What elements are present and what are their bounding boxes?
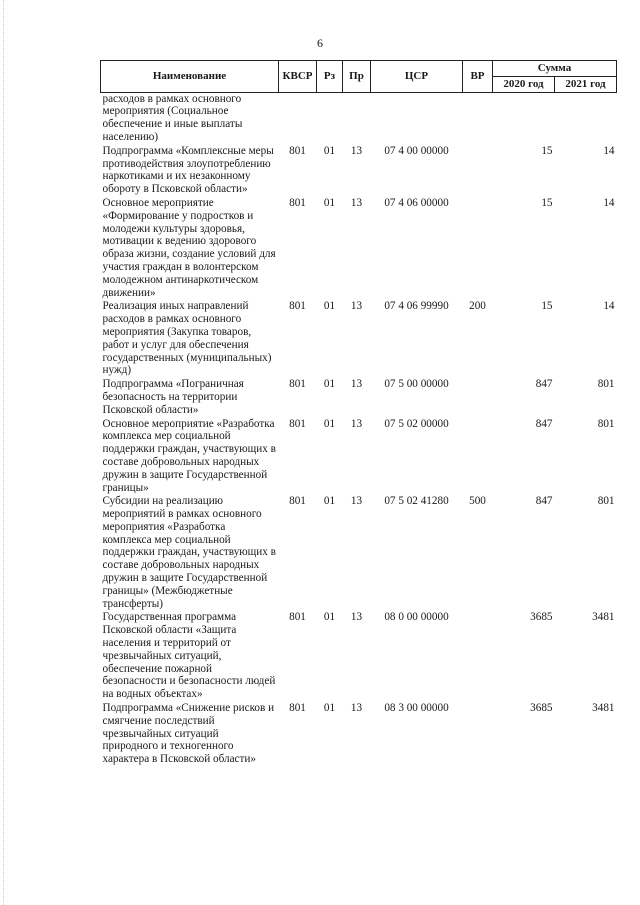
row-vr: 500 bbox=[469, 495, 486, 508]
row-kvsr: 801 bbox=[289, 611, 306, 624]
row-csr: 07 5 00 00000 bbox=[384, 378, 449, 391]
row-pr: 13 bbox=[350, 378, 363, 391]
row-sum-2021: 14 bbox=[603, 196, 615, 209]
row-vr bbox=[463, 145, 493, 197]
header-year-2020: 2020 год bbox=[493, 76, 555, 92]
scan-margin-line bbox=[3, 0, 4, 905]
page-number: 6 bbox=[317, 36, 323, 50]
row-pr: 13 bbox=[350, 495, 363, 508]
row-sum-2020: 3685 bbox=[530, 611, 553, 624]
row-name: Подпрограмма «Пограничная безопасность на территории Псковской области» bbox=[102, 378, 244, 416]
row-pr: 13 bbox=[350, 611, 363, 624]
row-vr bbox=[463, 702, 493, 767]
table-row bbox=[101, 418, 617, 496]
row-name: Основное мероприятие «Разработка комплекса мер социальной поддержки граждан, участвующих в составе добровольных народных дружин в защите Государственной границы» bbox=[102, 417, 276, 494]
row-kvsr: 801 bbox=[289, 495, 306, 508]
row-csr: 08 3 00 00000 bbox=[384, 702, 449, 715]
row-rz: 01 bbox=[323, 196, 336, 209]
row-vr bbox=[463, 418, 493, 496]
header-pr: Пр bbox=[343, 61, 371, 93]
row-vr bbox=[463, 197, 493, 300]
row-csr: 07 5 02 41280 bbox=[384, 495, 449, 508]
row-rz: 01 bbox=[323, 144, 336, 157]
row-sum-2020: 15 bbox=[541, 144, 553, 157]
row-pr: 13 bbox=[350, 300, 363, 313]
table-row bbox=[101, 300, 617, 378]
row-sum-2021: 801 bbox=[597, 417, 615, 430]
row-pr: 13 bbox=[350, 144, 363, 157]
row-rz: 01 bbox=[323, 417, 336, 430]
row-rz: 01 bbox=[323, 611, 336, 624]
row-vr: 200 bbox=[469, 300, 486, 313]
row-name: Субсидии на реализацию мероприятий в рамках основного мероприятия «Разработка комплекса мер социальной поддержки граждан, участвующих в составе добровольных народных дружин в защите Государственной границы» (Межбюджетные трансферты) bbox=[102, 495, 276, 610]
row-pr bbox=[343, 92, 371, 145]
table-body bbox=[101, 92, 617, 767]
row-sum-2021: 14 bbox=[603, 144, 615, 157]
row-sum-2020: 847 bbox=[535, 495, 553, 508]
row-csr: 08 0 00 00000 bbox=[384, 611, 449, 624]
row-sum-2021: 3481 bbox=[592, 702, 615, 715]
row-sum-2021: 3481 bbox=[592, 611, 615, 624]
row-sum-2020: 15 bbox=[541, 300, 553, 313]
row-csr: 07 4 00 00000 bbox=[384, 144, 449, 157]
row-sum-2021: 801 bbox=[597, 495, 615, 508]
row-rz: 01 bbox=[323, 495, 336, 508]
row-name: Реализация иных направлений расходов в рамках основного мероприятия (Закупка товаров, работ и услуг для обеспечения государственных (муниципальных) нужд) bbox=[102, 300, 272, 377]
row-pr: 13 bbox=[350, 196, 363, 209]
row-pr: 13 bbox=[350, 702, 363, 715]
row-kvsr: 801 bbox=[289, 144, 306, 157]
row-name: Подпрограмма «Снижение рисков и смягчение последствий чрезвычайных ситуаций природного и техногенного характера в Псковской области» bbox=[102, 702, 275, 766]
budget-table bbox=[100, 60, 617, 767]
row-rz: 01 bbox=[323, 702, 336, 715]
row-sum-2020 bbox=[493, 92, 555, 145]
row-kvsr bbox=[279, 92, 317, 145]
row-sum-2020: 15 bbox=[541, 196, 553, 209]
row-pr: 13 bbox=[350, 417, 363, 430]
row-kvsr: 801 bbox=[289, 300, 306, 313]
row-sum-2021: 14 bbox=[603, 300, 615, 313]
row-name: Основное мероприятие «Формирование у подростков и молодежи культуры здоровья, мотивации к ведению здорового образа жизни, создание условий для участия граждан в волонтерском молодежном антинаркотическом движении» bbox=[102, 196, 276, 299]
header-vr: ВР bbox=[463, 61, 493, 93]
row-rz bbox=[317, 92, 343, 145]
row-sum-2021: 801 bbox=[597, 378, 615, 391]
row-vr bbox=[463, 92, 493, 145]
row-vr bbox=[463, 378, 493, 417]
table-row bbox=[101, 611, 617, 702]
row-rz: 01 bbox=[323, 378, 336, 391]
row-sum-2020: 847 bbox=[535, 378, 553, 391]
row-kvsr: 801 bbox=[289, 702, 306, 715]
table-row bbox=[101, 197, 617, 300]
row-vr bbox=[463, 611, 493, 702]
row-kvsr: 801 bbox=[289, 196, 306, 209]
row-csr: 07 4 06 00000 bbox=[384, 196, 449, 209]
row-name: расходов в рамках основного мероприятия (Социальное обеспечение и иные выплаты населению) bbox=[102, 92, 243, 143]
row-kvsr: 801 bbox=[289, 378, 306, 391]
row-sum-2020: 3685 bbox=[530, 702, 553, 715]
row-csr: 07 5 02 00000 bbox=[384, 417, 449, 430]
row-kvsr: 801 bbox=[289, 417, 306, 430]
table-row bbox=[101, 702, 617, 767]
table-row bbox=[101, 92, 617, 145]
header-csr: ЦСР bbox=[371, 61, 463, 93]
row-sum-2021 bbox=[555, 92, 617, 145]
row-name: Государственная программа Псковской области «Защита населения и территорий от чрезвычайных ситуаций, обеспечение пожарной безопасности и безопасности людей на водных объектах» bbox=[102, 611, 276, 701]
row-rz: 01 bbox=[323, 300, 336, 313]
header-sum: Сумма bbox=[493, 61, 617, 77]
table-row bbox=[101, 145, 617, 197]
table-row bbox=[101, 495, 617, 611]
header-name: Наименование bbox=[101, 61, 279, 93]
table-row bbox=[101, 378, 617, 417]
row-name: Подпрограмма «Комплексные меры противодействия злоупотреблению наркотиками и их незаконному обороту в Псковской области» bbox=[102, 144, 274, 196]
table-header bbox=[101, 61, 617, 93]
row-csr: 07 4 06 99990 bbox=[384, 300, 449, 313]
header-year-2021: 2021 год bbox=[555, 76, 617, 92]
header-rz: Рз bbox=[317, 61, 343, 93]
header-kvsr: КВСР bbox=[279, 61, 317, 93]
row-sum-2020: 847 bbox=[535, 417, 553, 430]
row-csr bbox=[371, 92, 463, 145]
